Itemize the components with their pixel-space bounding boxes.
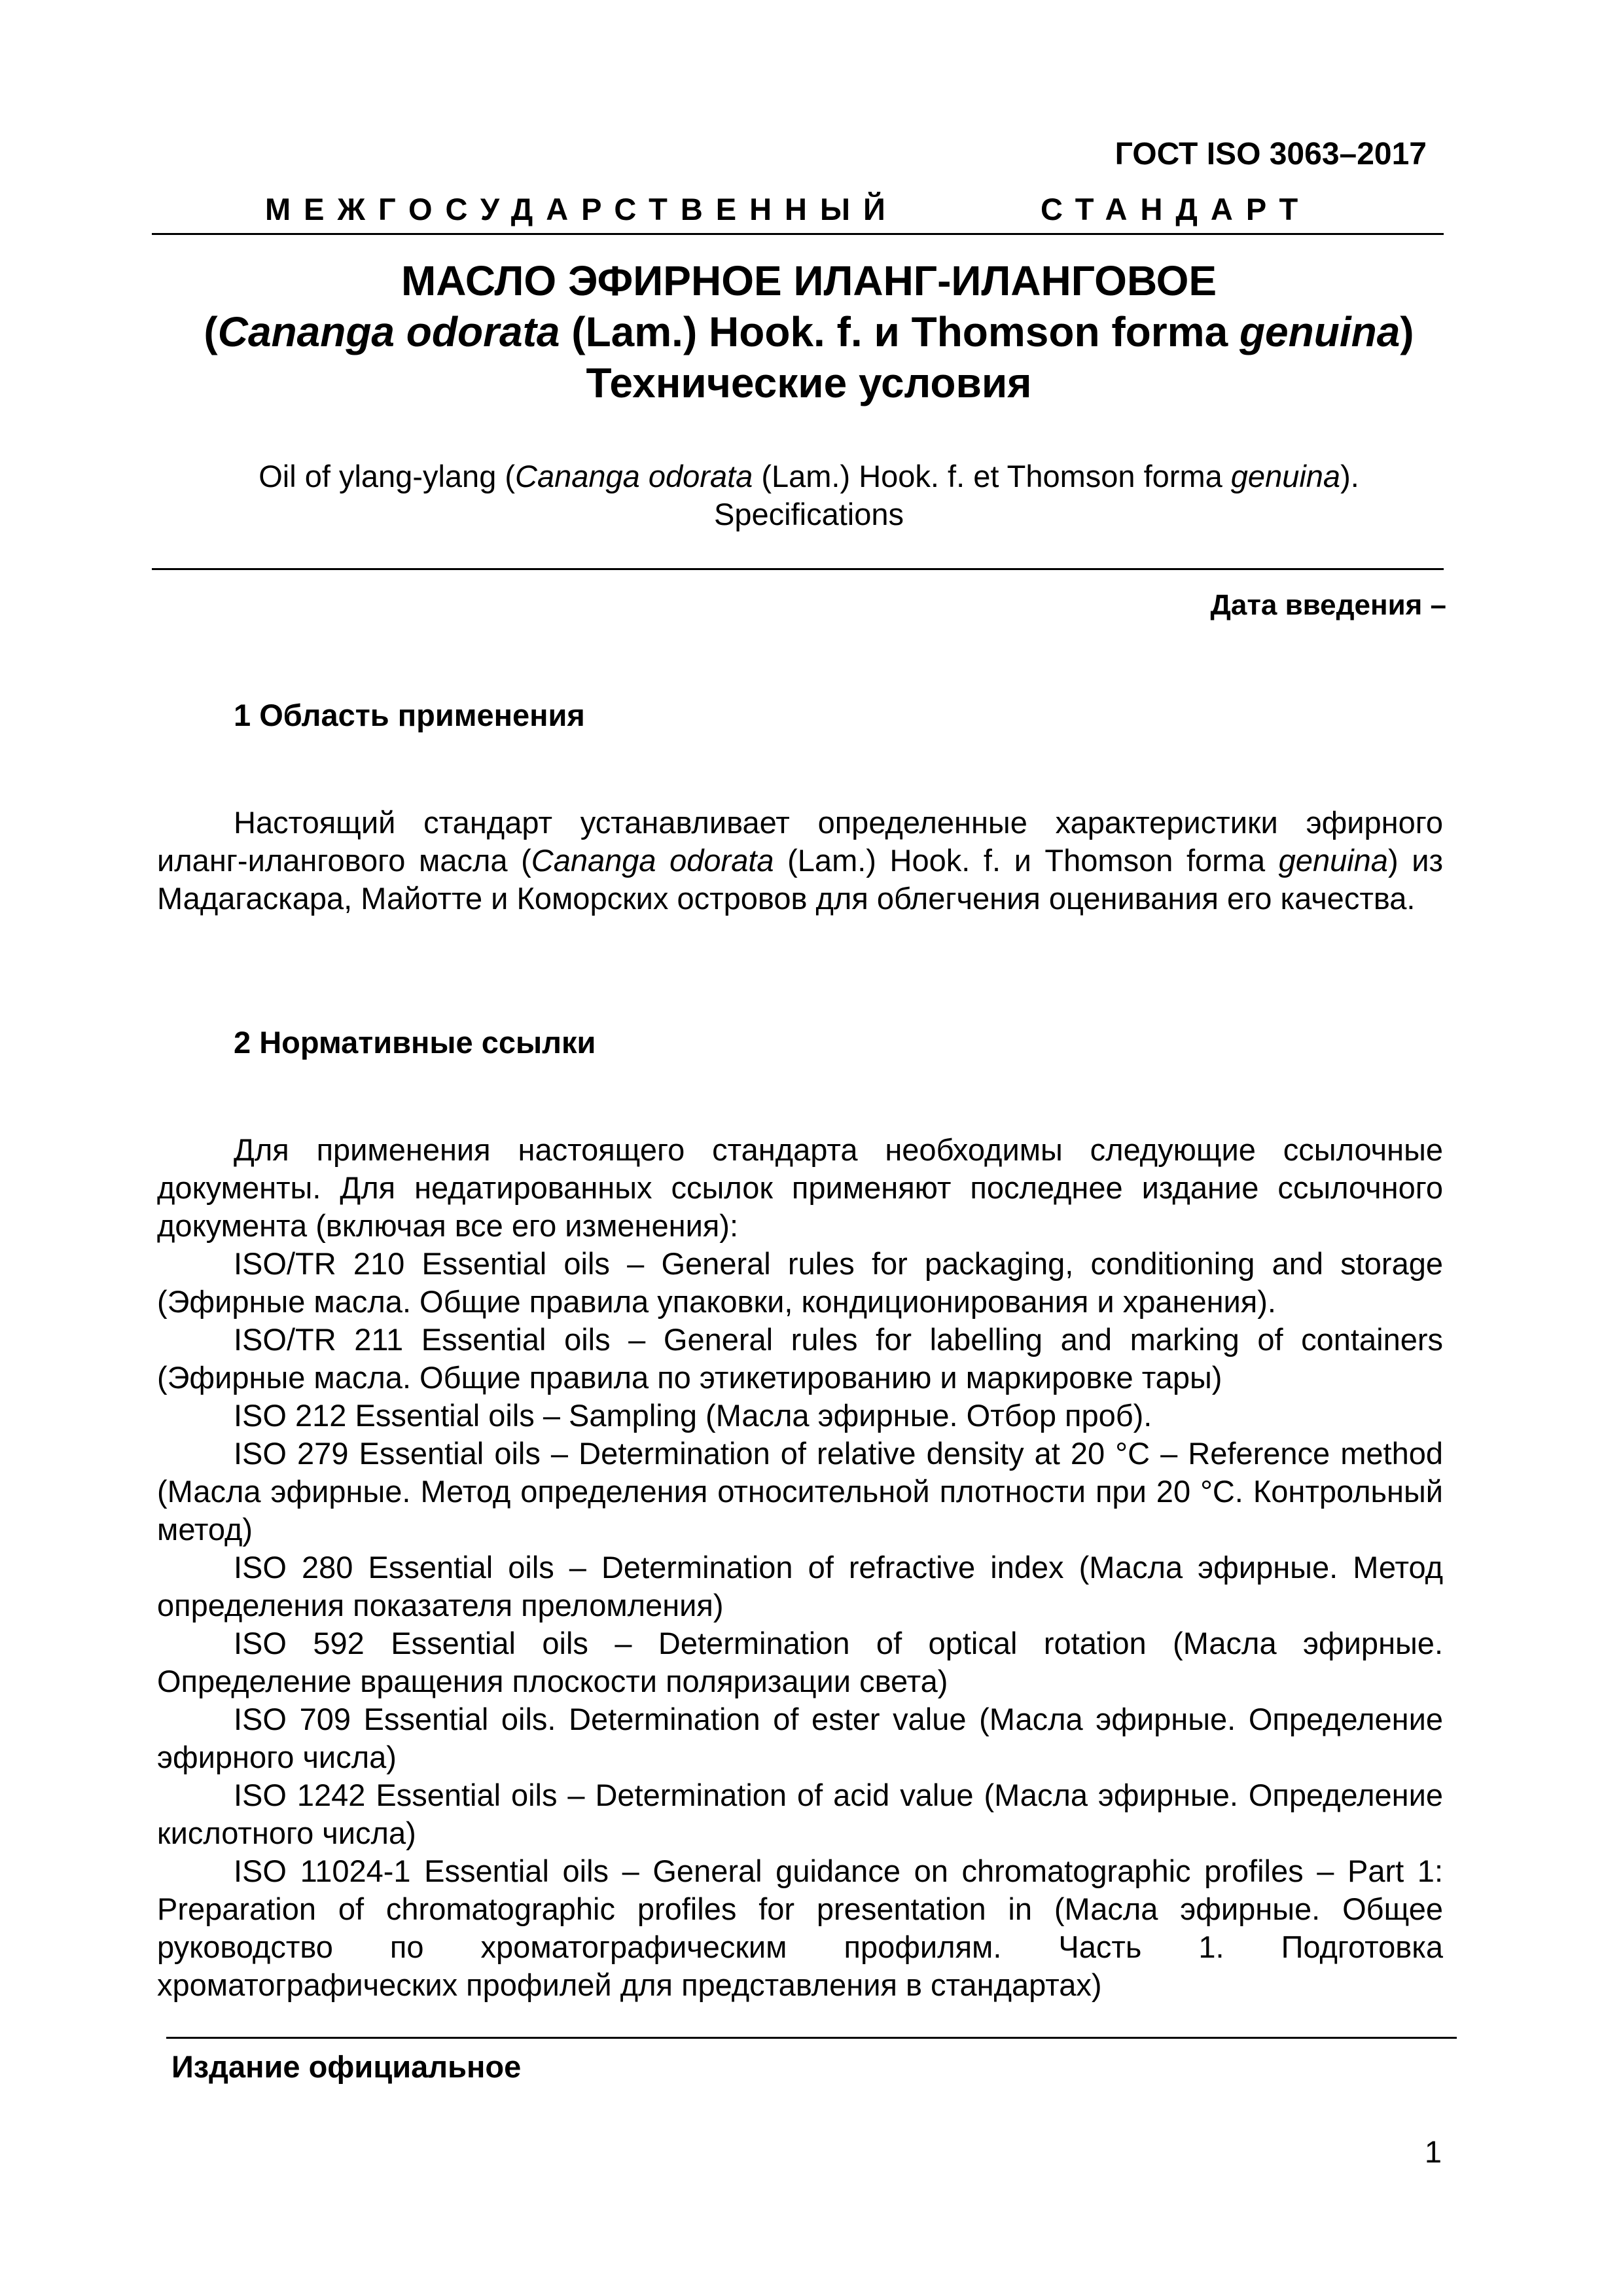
english-title-line-2: Specifications — [714, 497, 904, 531]
reference-item: ISO 709 Essential oils. Determination of ester value (Масла эфирные. Определение эфирного числа) — [157, 1702, 1443, 1774]
title-line-1: МАСЛО ЭФИРНОЕ ИЛАНГ-ИЛАНГОВОЕ — [401, 257, 1217, 304]
page-number: 1 — [1424, 2134, 1442, 2169]
gost-code: ГОСТ ISO 3063–2017 — [1115, 137, 1427, 171]
interstate-label: МЕЖГОСУДАРСТВЕННЫЙ — [265, 192, 899, 226]
edition-label: Издание официальное — [171, 2049, 522, 2084]
title-line-3: Технические условия — [586, 359, 1032, 406]
reference-item: ISO 1242 Essential oils – Determination of acid value (Масла эфирные. Определение кислотного числа) — [157, 1778, 1443, 1850]
reference-item: ISO 279 Essential oils – Determination of relative density at 20 °C – Reference method (Масла эфирные. Метод определения относительной плотности при 20 °С. Контрольный метод) — [157, 1436, 1443, 1547]
reference-item: ISO/TR 211 Essential oils – General rules for labelling and marking of containers (Эфирные масла. Общие правила по этикетированию и маркировке тары) — [157, 1322, 1443, 1395]
title-rule — [152, 568, 1444, 570]
header-rule — [152, 233, 1444, 235]
section-2-intro: Для применения настоящего стандарта необходимы следующие ссылочные документы. Для недатированных ссылок применяют последнее издание ссылочного документа (включая все его изменения): — [157, 1132, 1443, 1243]
reference-item: ISO 11024-1 Essential oils – General guidance on chromatographic profiles – Part 1: Preparation of chromatographic profiles for presentation in (Масла эфирные. Общее руководство по хроматографическим профилям. Часть 1. Подготовка хроматографических профилей для представления в стандартах) — [157, 1854, 1443, 2002]
footer-rule — [166, 2037, 1457, 2039]
reference-item: ISO 280 Essential oils – Determination of refractive index (Масла эфирные. Метод определения показателя преломления) — [157, 1550, 1443, 1623]
reference-item: ISO/TR 210 Essential oils – General rules for packaging, conditioning and storage (Эфирные масла. Общие правила упаковки, кондиционирования и хранения). — [157, 1246, 1443, 1319]
section-2-text — [157, 1131, 1443, 2004]
reference-item: ISO 212 Essential oils – Sampling (Масла эфирные. Отбор проб). — [234, 1398, 1152, 1433]
section-1-text: Настоящий стандарт устанавливает определенные характеристики эфирного иланг-илангового масла (Cananga odorata (Lam.) Hook. f. и Thomson forma genuina) из Мадагаскара, Майотте и Коморских островов для облегчения оценивания его качества. — [157, 805, 1443, 916]
intro-date: Дата введения – — [1210, 589, 1446, 621]
section-2-heading: 2 Нормативные ссылки — [234, 1025, 596, 1060]
reference-item: ISO 592 Essential oils – Determination of optical rotation (Масла эфирные. Определение вращения плоскости поляризации света) — [157, 1626, 1443, 1698]
section-1-heading: 1 Область применения — [234, 698, 585, 732]
title-line-2: (Cananga odorata (Lam.) Hook. f. и Thomson forma genuina) — [204, 308, 1414, 355]
english-title-line-1: Oil of ylang-ylang (Cananga odorata (Lam.) Hook. f. et Thomson forma genuina). — [259, 459, 1359, 493]
standard-label: СТАНДАРТ — [1041, 192, 1311, 226]
